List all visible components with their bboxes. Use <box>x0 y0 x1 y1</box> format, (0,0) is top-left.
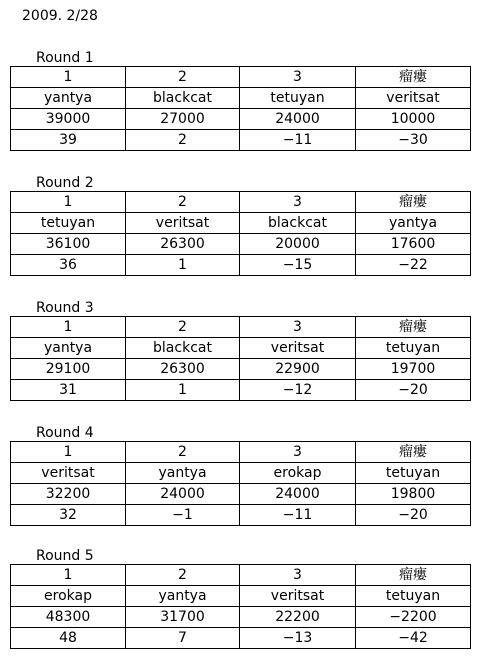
points-cell: −15 <box>240 255 356 276</box>
rank-cell: 2 <box>126 565 240 586</box>
rank-cell: 3 <box>240 192 356 213</box>
points-cell: −42 <box>356 628 471 649</box>
player-cell: veritsat <box>126 213 240 234</box>
rank-cell: 瘤瘻 <box>356 317 471 338</box>
score-cell: 10000 <box>356 109 471 130</box>
points-cell: 2 <box>126 130 240 151</box>
rank-cell: 1 <box>11 192 126 213</box>
points-cell: −1 <box>126 505 240 526</box>
player-cell: tetuyan <box>356 463 471 484</box>
player-cell: yantya <box>126 463 240 484</box>
score-row <box>11 359 471 380</box>
player-cell: tetuyan <box>240 88 356 109</box>
score-cell: 29100 <box>11 359 126 380</box>
player-cell: veritsat <box>240 338 356 359</box>
player-cell: tetuyan <box>356 338 471 359</box>
rank-cell: 1 <box>11 67 126 88</box>
rank-cell: 2 <box>126 442 240 463</box>
rank-cell: 瘤瘻 <box>356 192 471 213</box>
player-cell: erokap <box>240 463 356 484</box>
round-score-table <box>10 441 471 526</box>
rank-row <box>11 192 471 213</box>
score-cell: 27000 <box>126 109 240 130</box>
score-cell: 20000 <box>240 234 356 255</box>
round-block-1 <box>10 50 470 151</box>
score-cell: 26300 <box>126 234 240 255</box>
rank-cell: 瘤瘻 <box>356 565 471 586</box>
score-cell: 19700 <box>356 359 471 380</box>
round-title: Round 4 <box>36 425 94 441</box>
player-cell: erokap <box>11 586 126 607</box>
player-row <box>11 88 471 109</box>
player-cell: blackcat <box>126 88 240 109</box>
rank-cell: 3 <box>240 442 356 463</box>
score-cell: 48300 <box>11 607 126 628</box>
points-cell: 32 <box>11 505 126 526</box>
points-row <box>11 505 471 526</box>
player-cell: veritsat <box>11 463 126 484</box>
player-cell: yantya <box>356 213 471 234</box>
points-row <box>11 255 471 276</box>
points-row <box>11 130 471 151</box>
points-cell: 1 <box>126 380 240 401</box>
round-title: Round 2 <box>36 175 94 191</box>
score-cell: 39000 <box>11 109 126 130</box>
rank-row <box>11 67 471 88</box>
player-cell: blackcat <box>240 213 356 234</box>
round-block-2 <box>10 175 470 276</box>
score-cell: 24000 <box>240 109 356 130</box>
score-row <box>11 607 471 628</box>
score-cell: 22900 <box>240 359 356 380</box>
round-score-table <box>10 66 471 151</box>
rank-cell: 3 <box>240 317 356 338</box>
player-row <box>11 338 471 359</box>
player-cell: tetuyan <box>356 586 471 607</box>
player-row <box>11 213 471 234</box>
player-cell: tetuyan <box>11 213 126 234</box>
points-cell: −22 <box>356 255 471 276</box>
score-cell: 26300 <box>126 359 240 380</box>
points-cell: 36 <box>11 255 126 276</box>
points-cell: 39 <box>11 130 126 151</box>
document-date: 2009. 2/28 <box>22 8 98 24</box>
round-score-table <box>10 316 471 401</box>
player-cell: veritsat <box>356 88 471 109</box>
round-block-3 <box>10 300 470 401</box>
points-cell: −30 <box>356 130 471 151</box>
round-block-4 <box>10 425 470 526</box>
points-cell: 31 <box>11 380 126 401</box>
score-cell: 36100 <box>11 234 126 255</box>
score-cell: 22200 <box>240 607 356 628</box>
points-row <box>11 628 471 649</box>
rank-cell: 1 <box>11 317 126 338</box>
score-row <box>11 484 471 505</box>
rank-cell: 3 <box>240 67 356 88</box>
player-cell: blackcat <box>126 338 240 359</box>
rank-cell: 2 <box>126 317 240 338</box>
rank-cell: 瘤瘻 <box>356 67 471 88</box>
player-cell: yantya <box>11 88 126 109</box>
round-score-table <box>10 564 471 649</box>
points-cell: −12 <box>240 380 356 401</box>
player-cell: yantya <box>11 338 126 359</box>
score-cell: 32200 <box>11 484 126 505</box>
score-cell: 19800 <box>356 484 471 505</box>
score-cell: 24000 <box>240 484 356 505</box>
score-row <box>11 109 471 130</box>
points-cell: −13 <box>240 628 356 649</box>
points-row <box>11 380 471 401</box>
points-cell: 1 <box>126 255 240 276</box>
round-block-5 <box>10 548 470 649</box>
points-cell: −20 <box>356 380 471 401</box>
round-title: Round 5 <box>36 548 94 564</box>
rank-cell: 1 <box>11 565 126 586</box>
points-cell: 7 <box>126 628 240 649</box>
points-cell: 48 <box>11 628 126 649</box>
score-cell: −2200 <box>356 607 471 628</box>
score-row <box>11 234 471 255</box>
rank-cell: 3 <box>240 565 356 586</box>
rank-row <box>11 442 471 463</box>
points-cell: −20 <box>356 505 471 526</box>
player-cell: yantya <box>126 586 240 607</box>
rank-cell: 1 <box>11 442 126 463</box>
player-row <box>11 586 471 607</box>
score-cell: 17600 <box>356 234 471 255</box>
round-score-table <box>10 191 471 276</box>
player-cell: veritsat <box>240 586 356 607</box>
rank-cell: 2 <box>126 192 240 213</box>
round-title: Round 1 <box>36 50 94 66</box>
score-cell: 24000 <box>126 484 240 505</box>
points-cell: −11 <box>240 130 356 151</box>
rank-row <box>11 565 471 586</box>
rank-row <box>11 317 471 338</box>
score-cell: 31700 <box>126 607 240 628</box>
round-title: Round 3 <box>36 300 94 316</box>
rank-cell: 2 <box>126 67 240 88</box>
player-row <box>11 463 471 484</box>
points-cell: −11 <box>240 505 356 526</box>
rank-cell: 瘤瘻 <box>356 442 471 463</box>
